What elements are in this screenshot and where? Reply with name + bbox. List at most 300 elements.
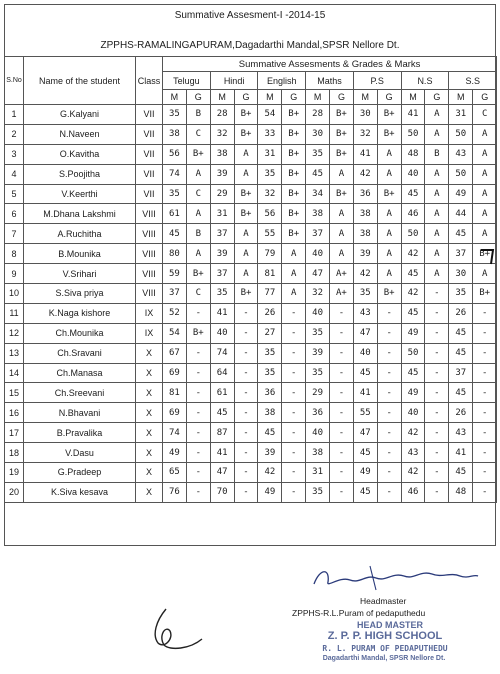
serial-number-cell: 19 [5,463,24,483]
grade-cell: - [473,303,497,323]
grade-cell: - [282,463,306,483]
grade-cell: A [282,264,306,284]
marks-cell: 49 [401,323,425,343]
marks-cell: 55 [353,403,377,423]
marks-cell: 32 [258,184,282,204]
grade-cell: - [186,403,210,423]
grade-cell: - [330,443,354,463]
marks-cell: 45 [258,423,282,443]
grade-cell: A [425,184,449,204]
grade-cell: - [234,343,258,363]
grade-cell: A+ [330,284,354,304]
marks-cell: 54 [258,105,282,125]
student-name-cell: M.Dhana Lakshmi [24,204,136,224]
marks-cell: 49 [163,443,187,463]
marks-cell: 31 [258,144,282,164]
grade-cell: B+ [282,144,306,164]
marks-cell: 26 [258,303,282,323]
marks-cell: 45 [449,463,473,483]
headmaster-label: Headmaster [360,596,407,606]
student-name-cell: G.Pradeep [24,463,136,483]
table-row [5,463,497,483]
marks-cell: 47 [353,423,377,443]
grade-cell: - [282,383,306,403]
grade-cell: A [234,144,258,164]
marks-cell: 49 [353,463,377,483]
marks-cell: 79 [258,244,282,264]
marks-cell: 34 [306,184,330,204]
student-name-cell: G.Kalyani [24,105,136,125]
stamp-line-3: R. L. PURAM OF PEDAPUTHEDU [322,644,448,653]
grade-cell: A [473,204,497,224]
class-cell: VIII [136,204,163,224]
grade-cell: A [377,144,401,164]
marks-cell: 35 [306,144,330,164]
marks-cell: 35 [258,363,282,383]
class-cell: X [136,482,163,502]
class-cell: VIII [136,224,163,244]
marks-cell: 48 [449,482,473,502]
class-cell: IX [136,323,163,343]
marks-cell: 44 [449,204,473,224]
marks-cell: 45 [210,403,234,423]
grade-cell: C [473,105,497,125]
grade-cell: - [473,343,497,363]
table-row [5,363,497,383]
marks-cell: 42 [258,463,282,483]
marks-cell: 41 [401,105,425,125]
marks-cell: 46 [401,204,425,224]
grade-cell: - [425,482,449,502]
marks-cell: 40 [401,164,425,184]
grade-cell: - [377,482,401,502]
grade-cell: A [425,224,449,244]
marks-cell: 45 [353,482,377,502]
stamp-line-4: Dagadarthi Mandal, SPSR Nellore Dt. [322,655,446,662]
marks-cell: 38 [306,204,330,224]
grade-cell: A [473,144,497,164]
marks-cell: 50 [401,224,425,244]
marks-cell: 45 [449,343,473,363]
grade-cell: A [234,164,258,184]
marks-cell: 70 [210,482,234,502]
grade-cell: - [377,403,401,423]
grade-header: G [377,90,401,105]
student-name-cell: K.Siva kesava [24,482,136,502]
marks-cell: 38 [258,403,282,423]
marks-cell: 38 [163,124,187,144]
marks-cell: 29 [306,383,330,403]
grade-cell: - [425,383,449,403]
grade-cell: - [234,482,258,502]
student-name-cell: S.Poojitha [24,164,136,184]
marks-cell: 45 [449,224,473,244]
grade-cell: - [186,423,210,443]
grade-cell: - [234,363,258,383]
grade-cell: B+ [377,184,401,204]
class-cell: X [136,363,163,383]
grade-cell: B+ [330,124,354,144]
grade-cell: - [234,323,258,343]
class-cell: X [136,383,163,403]
marks-cell: 35 [306,482,330,502]
grade-cell: B+ [234,105,258,125]
marks-cell: 37 [306,224,330,244]
serial-number-cell: 4 [5,164,24,184]
grade-cell: A [473,184,497,204]
serial-number-cell: 13 [5,343,24,363]
marks-cell: 74 [163,164,187,184]
grade-cell: - [473,443,497,463]
marks-cell: 81 [163,383,187,403]
grade-cell: - [473,323,497,343]
serial-number-cell: 1 [5,105,24,125]
marks-cell: 41 [449,443,473,463]
grade-cell: - [377,463,401,483]
grade-cell: A+ [330,264,354,284]
table-row [5,244,497,264]
stamp-line-2: Z. P. P. HIGH SCHOOL [327,630,443,642]
marks-cell: 48 [401,144,425,164]
grade-cell: - [377,323,401,343]
grade-cell: - [473,423,497,443]
marks-cell: 26 [449,303,473,323]
marks-cell: 35 [306,363,330,383]
marks-cell: 26 [449,403,473,423]
grade-cell: - [425,323,449,343]
marks-cell: 46 [401,482,425,502]
table-row [5,124,497,144]
marks-cell: 47 [210,463,234,483]
marks-cell: 35 [353,284,377,304]
class-cell: IX [136,303,163,323]
grade-cell: - [282,343,306,363]
marks-cell: 40 [306,423,330,443]
marks-cell: 45 [401,363,425,383]
grade-cell: - [186,303,210,323]
grade-cell: B+ [234,284,258,304]
grade-cell: - [425,443,449,463]
marks-cell: 41 [210,303,234,323]
second-signature [146,605,206,655]
marks-cell: 32 [306,284,330,304]
grade-cell: - [330,423,354,443]
marks-cell: 35 [449,284,473,304]
grade-cell: - [330,463,354,483]
grade-cell: - [425,363,449,383]
grade-cell: - [473,363,497,383]
serial-number-cell: 18 [5,443,24,463]
grade-cell: - [234,383,258,403]
marks-cell: 40 [306,244,330,264]
grade-cell: A [330,164,354,184]
grade-cell: - [282,323,306,343]
student-name-cell: B.Mounika [24,244,136,264]
table-row [5,443,497,463]
grade-cell: - [234,403,258,423]
marks-cell: 45 [163,224,187,244]
marks-header: M [306,90,330,105]
marks-cell: 50 [401,343,425,363]
grade-cell: - [425,343,449,363]
grade-cell: B+ [282,105,306,125]
serial-number-cell: 3 [5,144,24,164]
marks-cell: 30 [449,264,473,284]
grade-cell: C [186,184,210,204]
grade-cell: B+ [282,224,306,244]
class-cell: VII [136,164,163,184]
marks-cell: 28 [306,105,330,125]
table-row [5,403,497,423]
grade-cell: B+ [330,184,354,204]
marks-cell: 36 [258,383,282,403]
subject-header: Hindi [210,72,258,90]
marks-cell: 56 [258,204,282,224]
marks-cell: 37 [210,264,234,284]
grade-cell: C [186,284,210,304]
marks-header: M [210,90,234,105]
marks-cell: 37 [210,224,234,244]
marks-cell: 50 [449,164,473,184]
class-cell: VIII [136,264,163,284]
marks-cell: 35 [306,323,330,343]
serial-number-cell: 15 [5,383,24,403]
marks-cell: 42 [401,244,425,264]
student-name-cell: Ch.Mounika [24,323,136,343]
table-row [5,423,497,443]
grade-cell: - [330,383,354,403]
serial-number-cell: 2 [5,124,24,144]
marks-cell: 45 [401,184,425,204]
subject-header: Telugu [163,72,211,90]
marks-cell: 35 [163,105,187,125]
student-name-cell: B.Pravalika [24,423,136,443]
marks-cell: 41 [210,443,234,463]
marks-cell: 59 [163,264,187,284]
marks-cell: 39 [210,244,234,264]
grade-cell: - [473,383,497,403]
grade-cell: A [425,124,449,144]
serial-number-cell: 12 [5,323,24,343]
marks-cell: 38 [353,204,377,224]
grade-cell: A [473,224,497,244]
marks-cell: 43 [353,303,377,323]
grade-cell: B+ [186,323,210,343]
marks-header: M [163,90,187,105]
subject-header: S.S [449,72,497,90]
sno-header: S.No [5,57,24,105]
class-cell: X [136,443,163,463]
stamp-line-1: HEAD MASTER [356,620,423,630]
grade-cell: B [425,144,449,164]
class-cell: VII [136,124,163,144]
grade-cell: - [330,303,354,323]
marks-cell: 55 [258,224,282,244]
marks-cell: 50 [449,124,473,144]
marks-cell: 31 [449,105,473,125]
serial-number-cell: 10 [5,284,24,304]
marks-cell: 29 [210,184,234,204]
grade-cell: - [377,383,401,403]
grade-cell: A [425,105,449,125]
grade-cell: C [186,124,210,144]
table-row [5,383,497,403]
grade-cell: A [186,204,210,224]
marks-cell: 52 [163,303,187,323]
class-cell: X [136,423,163,443]
subject-header: English [258,72,306,90]
table-row [5,343,497,363]
grade-cell: B+ [377,124,401,144]
subject-header: P.S [353,72,401,90]
marks-cell: 40 [353,343,377,363]
student-name-cell: Ch.Sravani [24,343,136,363]
marks-cell: 40 [210,323,234,343]
grade-cell: - [377,363,401,383]
grade-header: G [473,90,497,105]
grade-header: G [234,90,258,105]
grade-cell: A [473,164,497,184]
grade-cell: - [282,363,306,383]
grade-cell: - [425,463,449,483]
marks-cell: 65 [163,463,187,483]
grade-cell: B+ [234,124,258,144]
marks-cell: 35 [163,184,187,204]
marks-cell: 39 [353,244,377,264]
grade-cell: B+ [282,184,306,204]
marks-cell: 49 [258,482,282,502]
grade-cell: B+ [282,204,306,224]
grade-cell: A [282,284,306,304]
grade-cell: - [330,323,354,343]
grade-cell: B [186,105,210,125]
marks-cell: 30 [306,124,330,144]
grade-cell: B+ [282,124,306,144]
marks-cell: 42 [401,423,425,443]
marks-cell: 36 [353,184,377,204]
grade-cell: A [425,244,449,264]
marks-cell: 40 [306,303,330,323]
table-row [5,204,497,224]
table-row [5,224,497,244]
marks-cell: 45 [449,383,473,403]
marks-cell: 45 [449,323,473,343]
grade-cell: B+ [282,164,306,184]
marks-cell: 45 [353,443,377,463]
class-cell: X [136,343,163,363]
grade-cell: A [234,264,258,284]
grade-cell: A [377,204,401,224]
grade-header: G [425,90,449,105]
marks-cell: 42 [353,264,377,284]
grade-cell: A [425,204,449,224]
grade-cell: A [377,224,401,244]
marks-cell: 40 [401,403,425,423]
marks-cell: 37 [449,363,473,383]
marks-cell: 38 [210,144,234,164]
marks-cell: 41 [353,383,377,403]
student-name-cell: N.Bhavani [24,403,136,423]
marks-cell: 49 [449,184,473,204]
grade-cell: B+ [330,105,354,125]
class-cell: VII [136,144,163,164]
grade-cell: - [425,303,449,323]
student-name-cell: K.Naga kishore [24,303,136,323]
marks-cell: 69 [163,363,187,383]
serial-number-cell: 5 [5,184,24,204]
marks-cell: 74 [163,423,187,443]
marks-cell: 74 [210,343,234,363]
grade-cell: A [377,264,401,284]
grade-cell: B+ [473,244,497,264]
marks-cell: 37 [163,284,187,304]
grade-header: G [186,90,210,105]
marks-cell: 43 [401,443,425,463]
grade-cell: - [282,423,306,443]
grade-cell: - [186,343,210,363]
grade-cell: - [377,303,401,323]
grade-cell: - [425,284,449,304]
student-name-cell: N.Naveen [24,124,136,144]
marks-cell: 36 [306,403,330,423]
marks-cell: 64 [210,363,234,383]
grade-header: G [282,90,306,105]
marks-cell: 41 [353,144,377,164]
grade-cell: - [473,482,497,502]
grade-cell: - [234,463,258,483]
marks-cell: 39 [258,443,282,463]
marks-cell: 56 [163,144,187,164]
grade-header: G [330,90,354,105]
marks-cell: 35 [258,343,282,363]
grade-cell: - [282,303,306,323]
student-name-cell: V.Srihari [24,264,136,284]
student-name-cell: V.Dasu [24,443,136,463]
grade-cell: - [282,443,306,463]
table-row [5,303,497,323]
grade-cell: - [186,363,210,383]
serial-number-cell: 14 [5,363,24,383]
student-name-cell: O.Kavitha [24,144,136,164]
grade-cell: A [186,244,210,264]
class-cell: X [136,463,163,483]
marks-cell: 76 [163,482,187,502]
school-name: ZPPHS-RAMALINGAPURAM,Dagadarthi Mandal,SPSR Nellore Dt. [100,40,400,51]
marks-header: M [401,90,425,105]
grade-cell: B+ [234,184,258,204]
grade-cell: A [377,244,401,264]
grade-cell: A [473,264,497,284]
grade-cell: - [425,423,449,443]
marks-cell: 49 [401,383,425,403]
class-cell: X [136,403,163,423]
grade-cell: - [425,403,449,423]
marks-cell: 61 [163,204,187,224]
grade-cell: A [186,164,210,184]
marks-header: M [449,90,473,105]
grade-cell: A [234,244,258,264]
grade-cell: B+ [330,144,354,164]
table-row [5,264,497,284]
grade-cell: A [282,244,306,264]
marks-cell: 42 [353,164,377,184]
marks-cell: 32 [353,124,377,144]
marks-cell: 35 [258,164,282,184]
grade-cell: - [186,482,210,502]
grade-cell: - [377,423,401,443]
grade-cell: - [330,363,354,383]
marks-cell: 54 [163,323,187,343]
